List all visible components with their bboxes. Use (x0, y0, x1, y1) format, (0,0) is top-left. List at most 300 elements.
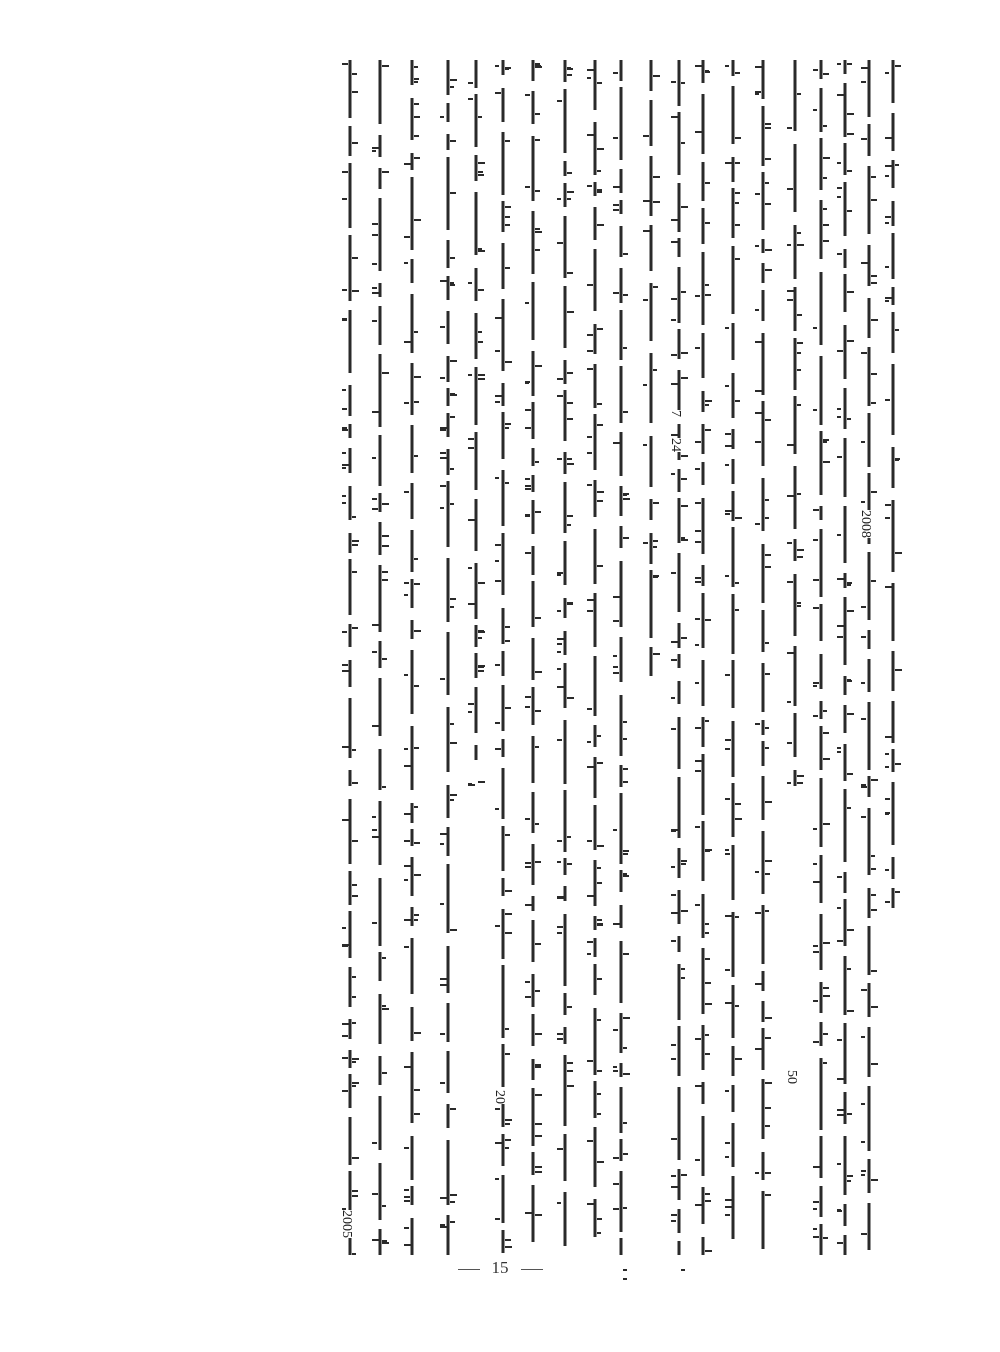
letter-tick (535, 617, 541, 619)
letter-tick (372, 234, 378, 236)
letter-tick (735, 1058, 742, 1060)
letter-tick (725, 162, 732, 164)
letter-tick (372, 263, 377, 265)
letter-tick (450, 799, 454, 801)
letter-tick (535, 1066, 541, 1068)
letter-tick (847, 210, 852, 212)
letter-tick (861, 138, 867, 140)
letter-tick (372, 223, 378, 225)
letter-tick (495, 925, 500, 927)
letter-tick (342, 464, 349, 466)
letter-tick (567, 458, 572, 460)
letter-tick (440, 326, 445, 328)
word-stroke (844, 83, 847, 137)
text-column (785, 60, 805, 1255)
word-stroke (892, 287, 895, 305)
letter-tick (813, 682, 819, 684)
letter-tick (450, 503, 454, 505)
word-stroke (820, 778, 823, 847)
word-stroke (762, 663, 765, 712)
letter-tick (765, 673, 770, 675)
word-stroke (532, 282, 535, 340)
letter-tick (478, 331, 482, 333)
letter-tick (342, 746, 349, 748)
word-stroke (594, 656, 597, 716)
word-stroke (868, 888, 871, 918)
letter-tick (404, 341, 411, 343)
letter-tick (871, 319, 878, 321)
letter-tick (382, 1205, 386, 1207)
letter-tick (765, 1172, 771, 1174)
word-stroke (564, 390, 567, 441)
word-stroke (379, 1096, 382, 1150)
letter-tick (765, 1082, 772, 1084)
letter-tick (597, 1070, 602, 1072)
word-stroke (502, 533, 505, 595)
letter-tick (613, 209, 619, 211)
letter-tick (450, 794, 457, 796)
letter-tick (613, 596, 620, 598)
letter-tick (414, 583, 420, 585)
letter-tick (535, 511, 541, 513)
letter-tick (705, 1003, 712, 1005)
letter-tick (414, 685, 419, 687)
letter-tick (797, 314, 802, 316)
letter-tick (382, 545, 389, 547)
letter-tick (505, 932, 512, 934)
word-stroke (868, 702, 871, 770)
letter-tick (587, 895, 594, 897)
letter-tick (705, 932, 709, 934)
letter-tick (372, 150, 376, 152)
letter-tick (414, 630, 421, 632)
text-column (493, 60, 513, 1255)
text-column (641, 60, 661, 1255)
letter-tick (797, 342, 803, 344)
letter-tick (613, 1066, 617, 1068)
word-stroke (620, 1238, 623, 1255)
word-stroke (844, 1204, 847, 1226)
word-stroke (379, 522, 382, 555)
word-stroke (532, 351, 535, 396)
letter-tick (372, 651, 377, 653)
word-stroke (820, 654, 823, 689)
letter-tick (352, 290, 359, 292)
letter-tick (495, 544, 501, 546)
word-stroke (447, 240, 450, 268)
letter-tick (597, 919, 602, 921)
letter-tick (450, 1201, 455, 1203)
word-stroke (475, 60, 478, 88)
word-stroke (868, 983, 871, 1017)
word-stroke (620, 310, 623, 360)
letter-tick (478, 171, 483, 173)
word-stroke (820, 506, 823, 520)
letter-tick (478, 374, 485, 376)
letter-tick (861, 67, 868, 69)
letter-tick (671, 1138, 677, 1140)
letter-tick (567, 463, 574, 465)
letter-tick (352, 571, 357, 573)
word-stroke (620, 561, 623, 627)
letter-tick (414, 81, 418, 83)
letter-tick (725, 1142, 730, 1144)
letter-tick (468, 98, 473, 100)
letter-tick (587, 1203, 594, 1205)
letter-tick (557, 686, 564, 688)
word-stroke (732, 1123, 735, 1167)
letter-tick (623, 853, 628, 855)
letter-tick (735, 803, 741, 805)
letter-tick (813, 881, 820, 883)
word-stroke (868, 808, 871, 875)
letter-tick (525, 186, 530, 188)
letter-tick (414, 914, 419, 916)
letter-tick (557, 897, 564, 899)
letter-tick (895, 459, 899, 461)
letter-tick (885, 736, 892, 738)
word-stroke (892, 113, 895, 151)
word-stroke (892, 782, 895, 845)
letter-tick (681, 637, 687, 639)
letter-tick (495, 664, 500, 666)
word-stroke (732, 246, 735, 314)
letter-tick (414, 135, 419, 137)
word-stroke (702, 754, 705, 815)
word-stroke (379, 1163, 382, 1220)
letter-tick (735, 400, 740, 402)
letter-tick (765, 554, 771, 556)
letter-tick (342, 63, 348, 65)
word-stroke (349, 1074, 352, 1108)
word-stroke (844, 1092, 847, 1124)
letter-tick (787, 701, 791, 703)
letter-tick (414, 455, 418, 457)
letter-tick (725, 739, 731, 741)
letter-tick (342, 495, 346, 497)
word-stroke (762, 971, 765, 991)
word-stroke (844, 325, 847, 379)
letter-tick (567, 603, 573, 605)
word-stroke (379, 1056, 382, 1085)
letter-tick (623, 953, 629, 955)
letter-tick (847, 63, 852, 65)
letter-tick (478, 666, 484, 668)
word-stroke (892, 447, 895, 488)
letter-tick (885, 72, 889, 74)
letter-tick (861, 1036, 865, 1038)
letter-tick (468, 519, 475, 521)
letter-tick (505, 224, 510, 226)
word-stroke (702, 1025, 705, 1070)
word-stroke (564, 914, 567, 986)
inline-number: 7 (668, 410, 683, 417)
letter-tick (895, 552, 902, 554)
word-stroke (502, 768, 505, 819)
word-stroke (475, 155, 478, 181)
letter-tick (597, 735, 601, 737)
word-stroke (379, 994, 382, 1044)
word-stroke (762, 401, 765, 466)
letter-tick (450, 140, 456, 142)
letter-tick (885, 137, 892, 139)
letter-tick (535, 1123, 542, 1125)
word-stroke (502, 1044, 505, 1087)
letter-tick (505, 1139, 511, 1141)
letter-tick (505, 913, 512, 915)
word-stroke (762, 831, 765, 894)
letter-tick (372, 829, 377, 831)
letter-tick (695, 760, 702, 762)
letter-tick (587, 941, 593, 943)
letter-tick (871, 855, 875, 857)
word-stroke (564, 1134, 567, 1181)
letter-tick (414, 1113, 420, 1115)
word-stroke (650, 533, 653, 564)
word-stroke (349, 559, 352, 615)
letter-tick (404, 865, 411, 867)
letter-tick (797, 605, 801, 607)
letter-tick (557, 610, 561, 612)
letter-tick (567, 402, 573, 404)
word-stroke (868, 1027, 871, 1077)
letter-tick (837, 907, 841, 909)
letter-tick (478, 781, 485, 783)
letter-tick (597, 1232, 601, 1234)
letter-tick (587, 350, 593, 352)
word-stroke (411, 294, 414, 353)
letter-tick (597, 403, 602, 405)
letter-tick (382, 957, 386, 959)
letter-tick (705, 1250, 712, 1252)
letter-tick (414, 747, 419, 749)
letter-tick (505, 427, 509, 429)
word-stroke (678, 890, 681, 924)
word-stroke (732, 86, 735, 144)
letter-tick (414, 116, 420, 118)
letter-tick (895, 329, 899, 331)
letter-tick (847, 1175, 853, 1177)
letter-tick (653, 75, 660, 77)
letter-tick (861, 1141, 865, 1143)
letter-tick (382, 535, 389, 537)
letter-tick (587, 69, 594, 71)
word-stroke (844, 705, 847, 733)
letter-tick (352, 142, 358, 144)
letter-tick (587, 134, 594, 136)
text-column (669, 60, 689, 1255)
letter-tick (823, 177, 827, 179)
letter-tick (382, 372, 389, 374)
letter-tick (653, 653, 660, 655)
letter-tick (765, 801, 772, 803)
text-column (340, 60, 360, 1255)
word-stroke (732, 985, 735, 1038)
letter-tick (797, 602, 801, 604)
inline-number: 2008 (858, 510, 873, 538)
letter-tick (342, 1057, 348, 1059)
page-number-value: 15 (491, 1258, 509, 1277)
letter-tick (623, 411, 628, 413)
letter-tick (352, 540, 359, 542)
letter-tick (837, 876, 842, 878)
letter-tick (404, 1147, 409, 1149)
letter-tick (557, 739, 562, 741)
word-stroke (532, 475, 535, 492)
letter-tick (525, 302, 529, 304)
letter-tick (871, 779, 878, 781)
letter-tick (813, 1000, 818, 1002)
letter-tick (468, 711, 472, 713)
word-stroke (532, 500, 535, 534)
folio-dash-left (458, 1269, 480, 1270)
letter-tick (837, 162, 841, 164)
word-stroke (620, 87, 623, 160)
letter-tick (440, 678, 445, 680)
word-stroke (411, 1136, 414, 1180)
letter-tick (735, 137, 741, 139)
word-stroke (502, 651, 505, 676)
letter-tick (372, 287, 377, 289)
letter-tick (695, 1159, 700, 1161)
word-stroke (678, 936, 681, 952)
letter-tick (352, 1058, 359, 1060)
word-stroke (844, 182, 847, 236)
letter-tick (342, 452, 346, 454)
word-stroke (732, 188, 735, 238)
word-stroke (564, 790, 567, 852)
letter-tick (525, 488, 531, 490)
word-stroke (532, 448, 535, 466)
letter-tick (823, 942, 830, 944)
letter-tick (372, 1142, 377, 1144)
letter-tick (823, 732, 829, 734)
letter-tick (352, 73, 357, 75)
letter-tick (847, 113, 854, 115)
letter-tick (705, 1200, 711, 1202)
letter-tick (495, 401, 500, 403)
letter-tick (861, 501, 865, 503)
letter-tick (372, 411, 379, 413)
word-stroke (732, 594, 735, 654)
letter-tick (505, 1123, 510, 1125)
word-stroke (447, 827, 450, 856)
letter-tick (597, 1218, 602, 1220)
letter-tick (342, 927, 346, 929)
letter-tick (352, 1195, 358, 1197)
word-stroke (820, 529, 823, 597)
letter-tick (725, 433, 731, 435)
letter-tick (885, 300, 889, 302)
letter-tick (495, 92, 501, 94)
letter-tick (765, 1194, 771, 1196)
letter-tick (735, 609, 739, 611)
letter-tick (414, 331, 418, 333)
word-stroke (502, 878, 505, 896)
letter-tick (787, 444, 794, 446)
letter-tick (861, 1170, 866, 1172)
letter-tick (787, 244, 791, 246)
letter-tick (735, 582, 739, 584)
letter-tick (813, 327, 817, 329)
letter-tick (725, 674, 730, 676)
word-stroke (447, 632, 450, 695)
letter-tick (813, 1201, 819, 1203)
letter-tick (695, 581, 701, 583)
letter-tick (695, 468, 700, 470)
letter-tick (837, 747, 841, 749)
word-stroke (678, 681, 681, 704)
word-stroke (678, 553, 681, 612)
letter-tick (671, 641, 678, 643)
word-stroke (844, 872, 847, 893)
letter-tick (587, 610, 593, 612)
letter-tick (653, 369, 657, 371)
letter-tick (847, 773, 853, 775)
letter-tick (725, 1199, 732, 1201)
letter-tick (885, 798, 890, 800)
word-stroke (532, 1059, 535, 1080)
letter-tick (468, 783, 472, 785)
folio-dash-right (521, 1269, 543, 1270)
word-stroke (620, 1171, 623, 1232)
letter-tick (505, 890, 512, 892)
letter-tick (837, 253, 842, 255)
letter-tick (797, 369, 801, 371)
letter-tick (681, 863, 686, 865)
word-stroke (379, 801, 382, 865)
word-stroke (564, 993, 567, 1015)
word-stroke (702, 565, 705, 586)
letter-tick (787, 782, 791, 784)
letter-tick (440, 843, 444, 845)
letter-tick (797, 493, 801, 495)
word-stroke (620, 169, 623, 193)
letter-tick (478, 631, 485, 633)
letter-tick (525, 862, 531, 864)
word-stroke (868, 413, 871, 467)
inline-number: 24 (668, 438, 683, 452)
word-stroke (532, 920, 535, 962)
letter-tick (613, 666, 618, 668)
letter-tick (505, 834, 510, 836)
letter-tick (837, 63, 841, 65)
letter-tick (847, 133, 854, 135)
word-stroke (702, 252, 705, 325)
word-stroke (702, 208, 705, 244)
letter-tick (885, 869, 889, 871)
letter-tick (735, 202, 739, 204)
letter-tick (681, 377, 688, 379)
letter-tick (847, 1113, 852, 1115)
letter-tick (404, 748, 408, 750)
letter-tick (755, 871, 759, 873)
letter-tick (597, 924, 603, 926)
letter-tick (755, 523, 760, 525)
letter-tick (450, 929, 457, 931)
word-stroke (447, 481, 450, 547)
word-stroke (564, 89, 567, 153)
letter-tick (613, 655, 617, 657)
letter-tick (372, 147, 379, 149)
letter-tick (613, 829, 617, 831)
letter-tick (557, 926, 563, 928)
word-stroke (868, 630, 871, 649)
text-column (835, 60, 855, 1255)
letter-tick (837, 625, 844, 627)
letter-tick (404, 840, 410, 842)
word-stroke (532, 736, 535, 783)
